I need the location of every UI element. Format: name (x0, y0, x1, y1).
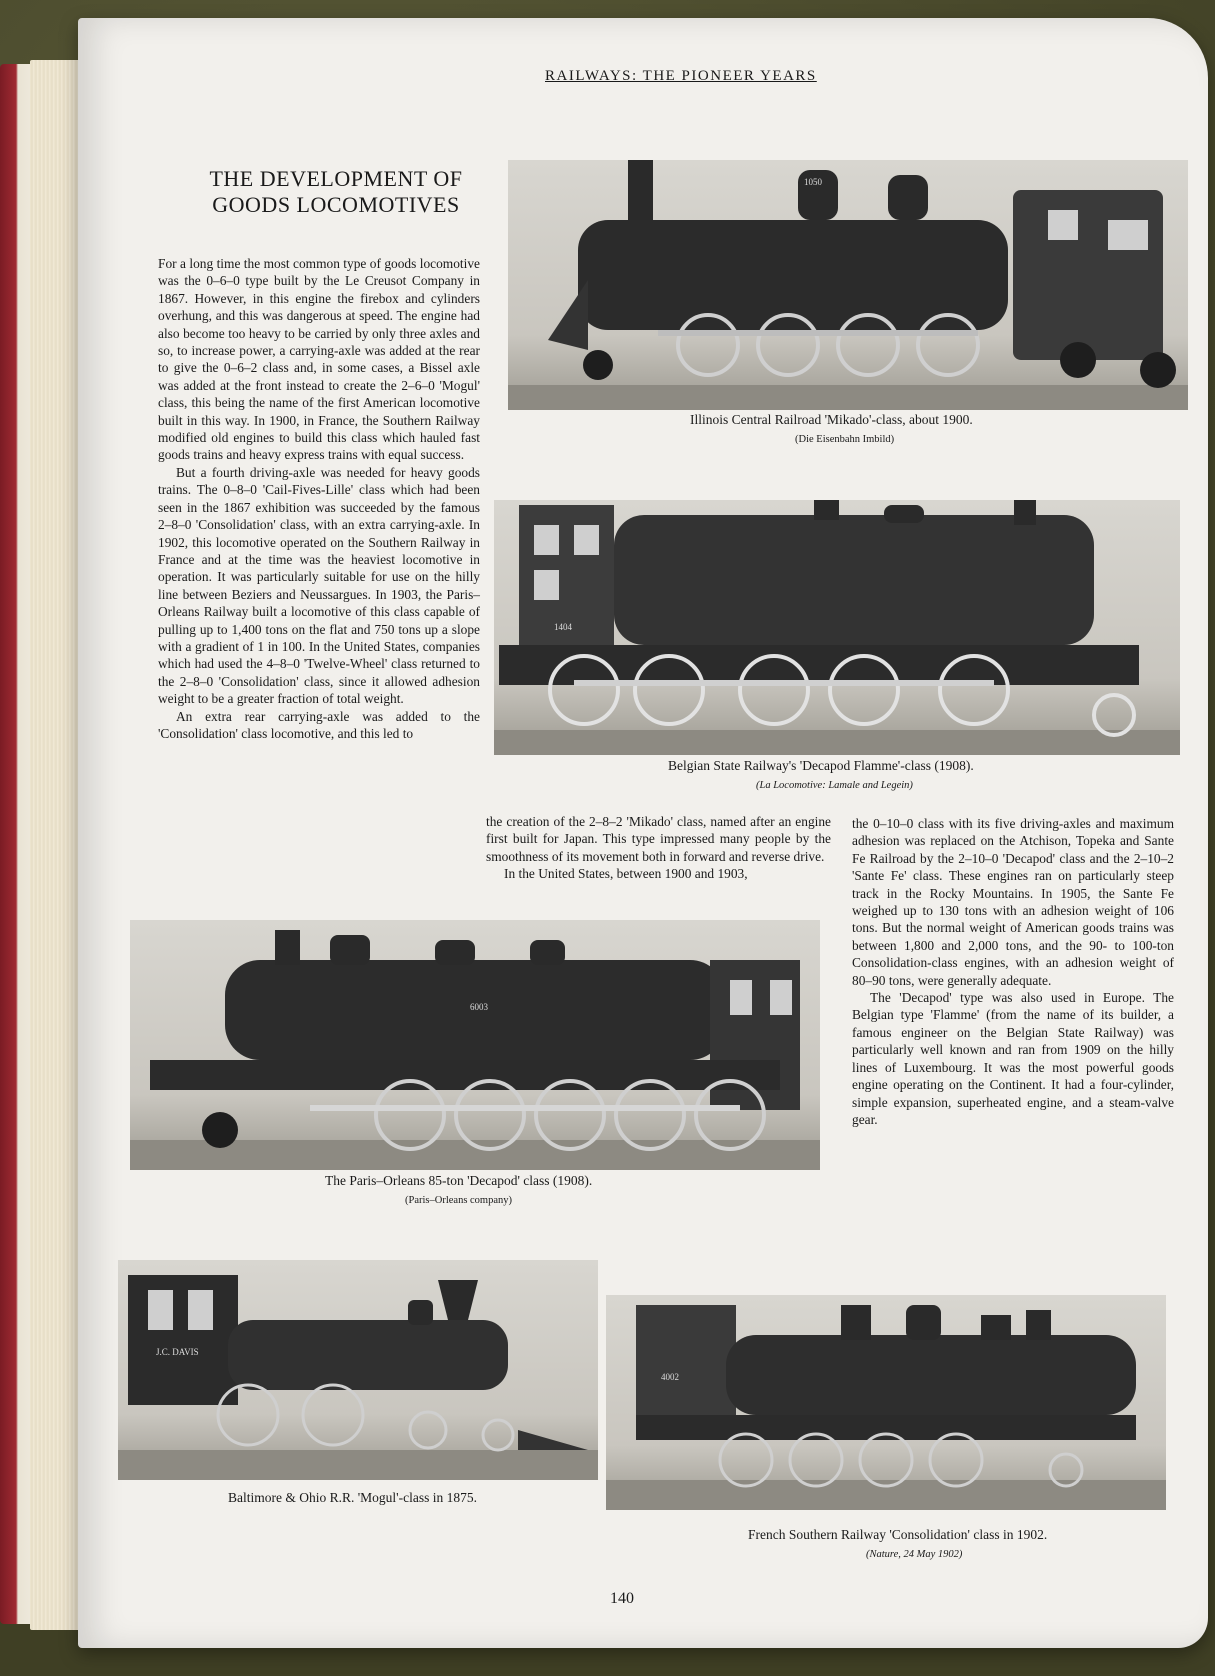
caption-figure-2: Belgian State Railway's 'Decapod Flamme'-class (1908). (668, 758, 974, 773)
credit-figure-5: (Nature, 24 May 1902) (866, 1549, 963, 1560)
caption-figure-1: Illinois Central Railroad 'Mikado'-class, about 1900. (690, 412, 973, 427)
paragraph-5: In the United States, between 1900 and 1903, (504, 866, 748, 882)
photo-baltimore-ohio-mogul (118, 1260, 598, 1480)
caption-figure-3: The Paris–Orleans 85-ton 'Decapod' class (1908). (325, 1173, 593, 1188)
chapter-title: THE DEVELOPMENT OF GOODS LOCOMOTIVES (209, 166, 463, 217)
number-plate-6003: 6003 (470, 1002, 488, 1012)
page-number: 140 (610, 1590, 634, 1607)
credit-figure-1: (Die Eisenbahn Imbild) (795, 434, 895, 445)
photo-belgian-decapod-flamme (494, 500, 1180, 755)
number-plate-1404: 1404 (554, 622, 572, 632)
paragraph-1: For a long time the most common type of goods locomotive was the 0–6–0 type built by the Le Creusot Company in 1867. However, in this engine the firebox and cylinders overhung, and this was dangerous at speed. The engine had also become too heavy to be carried by only three axles and so, to increase power, a carrying-axle was added at the rear to give the 0–6–2 class and, in some cases, a Bissel axle was added at the front instead to create the 2–6–0 'Mogul' class, this being the name of the first American locomotive built in this way. In 1900, in France, the Southern Railway modified old engines to build this class which hauled fast goods trains and heavy express trains with equal success. (158, 256, 480, 463)
text-column-3 (852, 815, 1174, 1128)
running-head: RAILWAYS: THE PIONEER YEARS (545, 68, 817, 84)
paragraph-3: An extra rear carrying-axle was added to the 'Consolidation' class locomotive, and this led to (158, 708, 480, 741)
name-plate-jc-davis: J.C. DAVIS (156, 1347, 199, 1357)
credit-figure-2: (La Locomotive: Lamale and Legein) (756, 780, 913, 791)
credit-figure-3: (Paris–Orleans company) (405, 1195, 513, 1206)
number-plate-4002: 4002 (661, 1372, 679, 1382)
text-column-2 (486, 813, 831, 883)
photo-illinois-mikado (508, 160, 1188, 410)
caption-figure-4: Baltimore & Ohio R.R. 'Mogul'-class in 1875. (228, 1490, 477, 1505)
paragraph-7: The 'Decapod' type was also used in Europe. The Belgian type 'Flamme' (from the name of its builder, a famous engineer on the Belgian State Railway) was particularly well known and ran from 1909 on the hilly lines of Luxembourg. It was the most powerful goods engine operating on the Continent. It had a four-cylinder, simple expansion, superheated engine, and a steam-valve gear. (852, 990, 1174, 1127)
caption-figure-5: French Southern Railway 'Consolidation' class in 1902. (748, 1527, 1048, 1542)
paragraph-6: the 0–10–0 class with its five driving-axles and maximum adhesion was replaced on the Atchison, Topeka and Sante Fe Railroad by the 2–10–0 'Decapod' class and the 2–10–2 'Sante Fe' class. These engines ran on particularly steep track in the Rocky Mountains. In 1905, the Sante Fe weighed up to 130 tons with an adhesion weight of 106 tons. But the normal weight of American goods trains was between 1,800 and 2,000 tons, and the 90- to 100-ton Consolidation-class engines, with an adhesion weight of 80–90 tons, were generally adequate. (852, 816, 1174, 988)
paragraph-2: But a fourth driving-axle was needed for heavy goods trains. The 0–8–0 'Cail-Fives-Lille' class which had been seen in the 1867 exhibition was succeeded by the famous 2–8–0 'Consolidation' class, with an extra carrying-axle. In 1902, this locomotive operated on the Southern Railway in France and at the time was the heaviest locomotive in operation. It was particularly suitable for use on the hilly line between Beziers and Neussargues. In 1903, the Paris–Orleans Railway built a locomotive of this class capable of pulling up to 1,400 tons on the flat and 750 tons up a slope with a gradient of 1 in 100. In the United States, companies which had used the 4–8–0 'Twelve-Wheel' class returned to the 2–8–0 'Consolidation' class, since it allowed adhesion weight to be a greater fraction of total weight. (158, 464, 480, 707)
paragraph-4: the creation of the 2–8–2 'Mikado' class, named after an engine first built for Japan. This type impressed many people by the smoothness of its movement both in forward and reverse drive. (486, 814, 831, 864)
photo-paris-orleans-decapod (130, 920, 820, 1170)
photo-french-southern-consolidation (606, 1295, 1166, 1510)
number-plate-1050: 1050 (804, 177, 822, 187)
text-column-1 (158, 255, 480, 742)
